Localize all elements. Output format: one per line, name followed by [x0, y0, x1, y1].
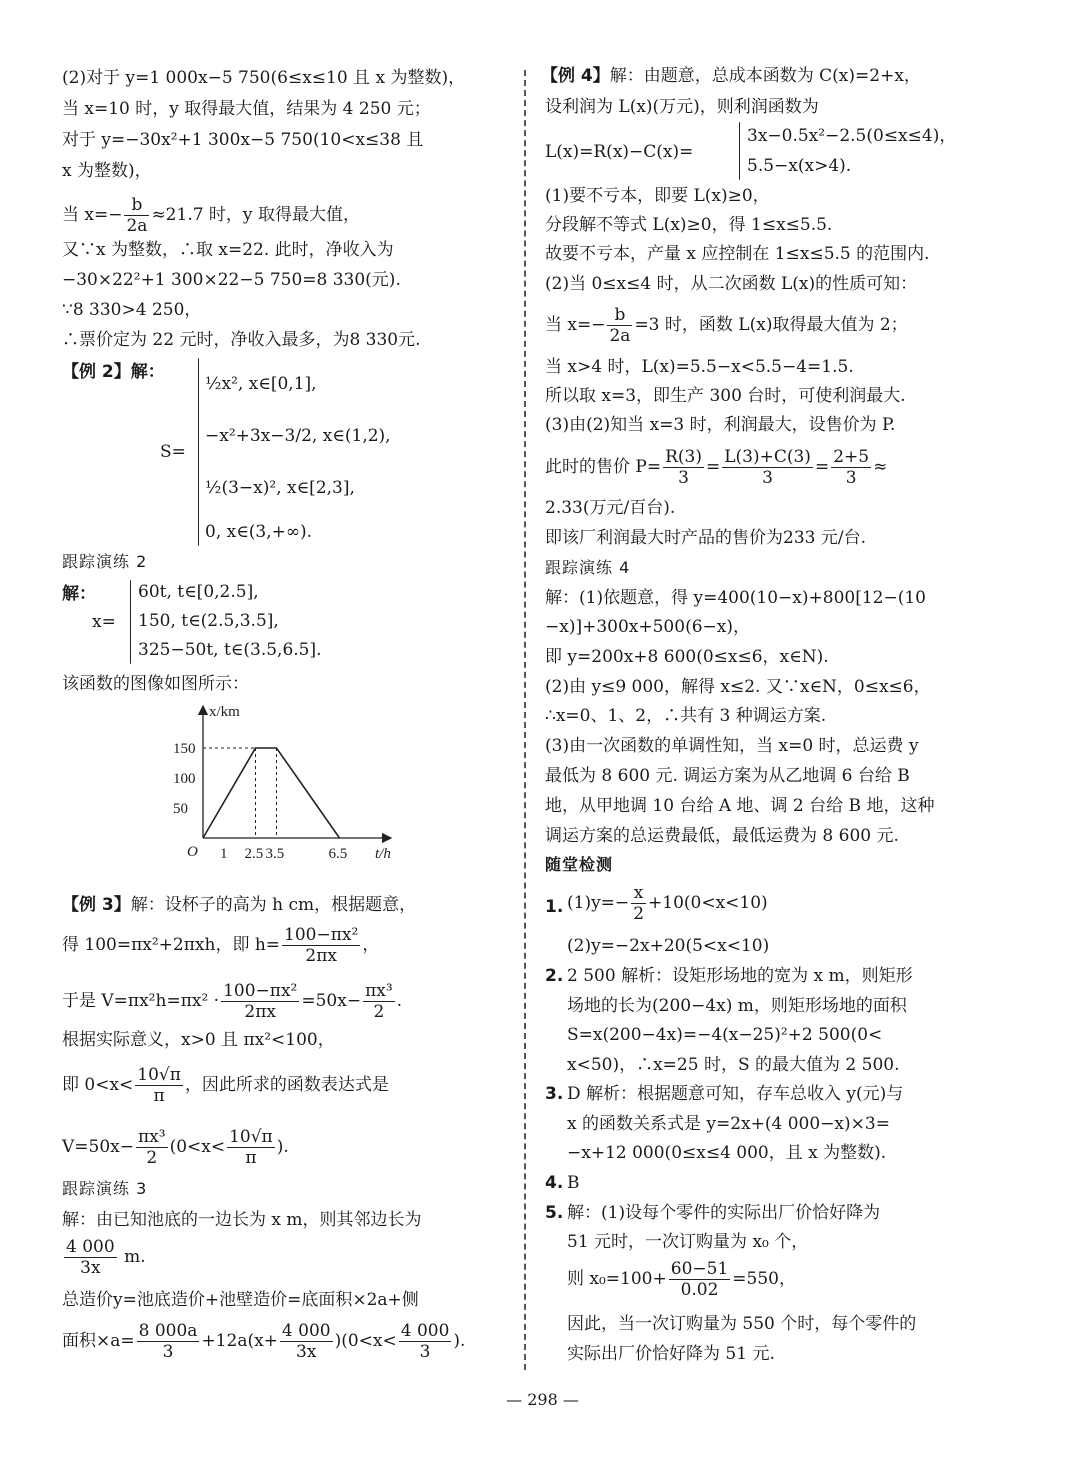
piecewise-label: x= — [92, 612, 116, 632]
text-line: 解：由已知池底的一边长为 x m，则其邻边长为 — [62, 1210, 422, 1230]
text-line: 51 元时，一次订购量为 x₀ 个， — [567, 1232, 809, 1252]
text-line: (3)由一次函数的单调性知，当 x=0 时，总运费 y — [545, 736, 919, 756]
x-tick-label: 3.5 — [265, 846, 285, 862]
text-line: (2)当 0≤x≤4 时，从二次函数 L(x)的性质可知： — [545, 274, 918, 294]
text-line: 故要不亏本，产量 x 应控制在 1≤x≤5.5 的范围内. — [545, 244, 930, 264]
text-line: ∴票价定为 22 元时，净收入最多，为8 330元. — [62, 330, 421, 350]
text-line: 所以取 x=3，即生产 300 台时，可使利润最大. — [545, 386, 906, 406]
x-tick-label: 6.5 — [328, 846, 348, 862]
example-3-line: 【例 3】解：设杯子的高为 h cm，根据题意， — [62, 895, 417, 915]
text-line: B — [567, 1173, 580, 1193]
text-line: 2.33(万元/百台). — [545, 498, 676, 518]
text-line: ∴x=0、1、2，∴共有 3 种调运方案. — [545, 706, 827, 726]
text-line: 解：(1)依题意，得 y=400(10−x)+800[12−(10 — [545, 588, 926, 608]
text-line: 地，从甲地调 10 台给 A 地、调 2 台给 B 地，这种 — [545, 796, 935, 816]
question-number: 5. — [545, 1203, 564, 1223]
graph-caption: 该函数的图像如图所示： — [62, 674, 249, 694]
text-line: 根据实际意义，x>0 且 πx²<100， — [62, 1030, 335, 1050]
text-line: 当 x=− $\frac{b}{2a}$ =3 时，函数 L(x)取得最大值为 2； — [545, 305, 908, 346]
text-line: 即 0<x< $\frac{10√\pi}{\pi}$ ，因此所求的函数表达式是 — [62, 1065, 389, 1106]
text-line: V=50x− $\frac{\text{πx³}}{2}$ (0<x< $\frac{10√\pi}{\pi}$ ). — [62, 1127, 289, 1168]
text-line: 最低为 8 600 元. 调运方案为从乙地调 6 台给 B — [545, 766, 910, 786]
text-line: 设利润为 L(x)(万元)，则利润函数为 — [545, 97, 819, 117]
text-line: 即 y=200x+8 600(0≤x≤6，x∈N). — [545, 647, 829, 667]
text-line: 2 500 解析：设矩形场地的宽为 x m，则矩形 — [567, 966, 913, 986]
x-axis-label: t/h — [375, 846, 391, 862]
text-line: 得 100=πx²+2πxh，即 h= $\frac{\text{100−πx²}}{2\pi x}$ ， — [62, 925, 380, 966]
piecewise-case: 5.5−x(x>4). — [747, 156, 852, 176]
brace — [739, 122, 740, 180]
text-line: (2)由 y≤9 000，解得 x≤2. 又∵x∈N，0≤x≤6， — [545, 677, 931, 697]
piecewise-case: −x²+3x−3/2, x∈(1,2), — [205, 426, 391, 446]
text-line: 当 x>4 时，L(x)=5.5−x<5.5−4=1.5. — [545, 357, 854, 377]
solution-label: 解： — [62, 584, 96, 604]
page-number: — 298 — — [506, 1390, 579, 1409]
distance-time-graph — [165, 700, 405, 870]
question-number: 3. — [545, 1084, 564, 1104]
question-number: 4. — [545, 1173, 564, 1193]
section-heading: 随堂检测 — [545, 855, 614, 874]
text-line: 解：(1)设每个零件的实际出厂价恰好降为 — [567, 1203, 881, 1223]
piecewise-case: 0, x∈(3,+∞). — [205, 522, 313, 542]
piecewise-label: S= — [160, 442, 186, 462]
text-line: 总造价y=池底造价+池壁造价=底面积×2a+侧 — [62, 1290, 419, 1310]
text-line: (2)对于 y=1 000x−5 750(6≤x≤10 且 x 为整数)， — [62, 68, 466, 88]
origin-label: O — [187, 844, 198, 860]
text-line: 当 x=10 时，y 取得最大值，结果为 4 250 元； — [62, 99, 431, 119]
piecewise-case: ½(3−x)², x∈[2,3], — [205, 478, 355, 498]
y-tick-label: 50 — [173, 801, 188, 817]
brace — [198, 358, 199, 546]
text-line: 则 x₀=100+ $\frac{60-51}{0.02}$ =550， — [567, 1259, 796, 1300]
text-line: 面积×a= $\frac{8 000a}{3}$ +12a(x+ $\frac{4 000}{3x}$ )(0<x< $\frac{4 000}{3}$ ). — [62, 1321, 466, 1362]
column-divider — [524, 70, 526, 1370]
text-line: 因此，当一次订购量为 550 个时，每个零件的 — [567, 1314, 917, 1334]
piecewise-case: 150, t∈(2.5,3.5], — [138, 611, 279, 631]
text-line: (1)要不亏本，即要 L(x)≥0， — [545, 186, 770, 206]
example-4-line: 【例 4】解：由题意，总成本函数为 C(x)=2+x， — [541, 66, 921, 86]
text-line: −x+12 000(0≤x≤4 000，且 x 为整数). — [567, 1143, 887, 1163]
text-line: 实际出厂价恰好降为 51 元. — [567, 1344, 775, 1364]
piecewise-case: 3x−0.5x²−2.5(0≤x≤4)， — [747, 126, 957, 146]
text-line: D 解析：根据题意可知，存车总收入 y(元)与 — [567, 1084, 904, 1104]
text-line: −x)]+300x+500(6−x)， — [545, 617, 750, 637]
section-heading: 跟踪演练 2 — [62, 552, 148, 571]
section-heading: 跟踪演练 4 — [545, 558, 631, 577]
text-line: $\frac{4 000}{3x}$ m. — [66, 1237, 146, 1278]
section-heading: 跟踪演练 3 — [62, 1179, 148, 1198]
question-number: 2. — [545, 966, 564, 986]
text-line: 场地的长为(200−4x) m，则矩形场地的面积 — [567, 996, 907, 1016]
text-line: 调运方案的总运费最低，最低运费为 8 600 元. — [545, 826, 899, 846]
text-line: 此时的售价 P= $\frac{R(3)}{3}$ = $\frac{L(3)+C(3)}{3}$ = $\frac{2+5}{3}$ ≈ — [545, 447, 888, 488]
text-line: S=x(200−4x)=−4(x−25)²+2 500(0< — [567, 1025, 883, 1045]
text-line: (1)y=− $\frac{x}{2}$ +10(0<x<10) — [567, 883, 768, 924]
text-line: ∵8 330>4 250， — [62, 300, 202, 320]
text-line: −30×22²+1 300×22−5 750=8 330(元). — [62, 270, 401, 290]
x-tick-label: 1 — [220, 846, 228, 862]
y-tick-label: 150 — [173, 741, 196, 757]
text-line: (3)由(2)知当 x=3 时，利润最大，设售价为 P. — [545, 415, 896, 435]
text-line: x<50)，∴x=25 时，S 的最大值为 2 500. — [567, 1055, 900, 1075]
example-2-heading: 【例 2】解： — [62, 362, 165, 382]
series-line — [203, 748, 340, 838]
y-tick-label: 100 — [173, 771, 196, 787]
text-line: (2)y=−2x+20(5<x<10) — [567, 936, 770, 956]
text-line: 分段解不等式 L(x)≥0，得 1≤x≤5.5. — [545, 215, 833, 235]
brace — [130, 580, 131, 664]
piecewise-case: 325−50t, t∈(3.5,6.5]. — [138, 640, 322, 660]
y-axis-label: x/km — [209, 704, 240, 720]
piecewise-case: ½x², x∈[0,1], — [205, 374, 317, 394]
text-line: 当 x=− $\frac{b}{2a}$ ≈21.7 时，y 取得最大值， — [62, 195, 360, 236]
piecewise-case: 60t, t∈[0,2.5], — [138, 582, 259, 602]
x-tick-label: 2.5 — [244, 846, 264, 862]
text-line: 又∵x 为整数，∴取 x=22. 此时，净收入为 — [62, 240, 394, 260]
text-line: 于是 V=πx²h=πx² · $\frac{\text{100−πx²}}{2\pi x}$ =50x− $\frac{\text{πx³}}{2}$ . — [62, 981, 403, 1022]
text-line: x 的函数关系式是 y=2x+(4 000−x)×3= — [567, 1114, 890, 1134]
text-line: 对于 y=−30x²+1 300x−5 750(10<x≤38 且 — [62, 130, 424, 150]
text-line: 即该厂利润最大时产品的售价为233 元/台. — [545, 528, 866, 548]
question-number: 1. — [545, 897, 564, 917]
piecewise-label: L(x)=R(x)−C(x)= — [545, 142, 694, 162]
text-line: x 为整数)， — [62, 161, 152, 181]
